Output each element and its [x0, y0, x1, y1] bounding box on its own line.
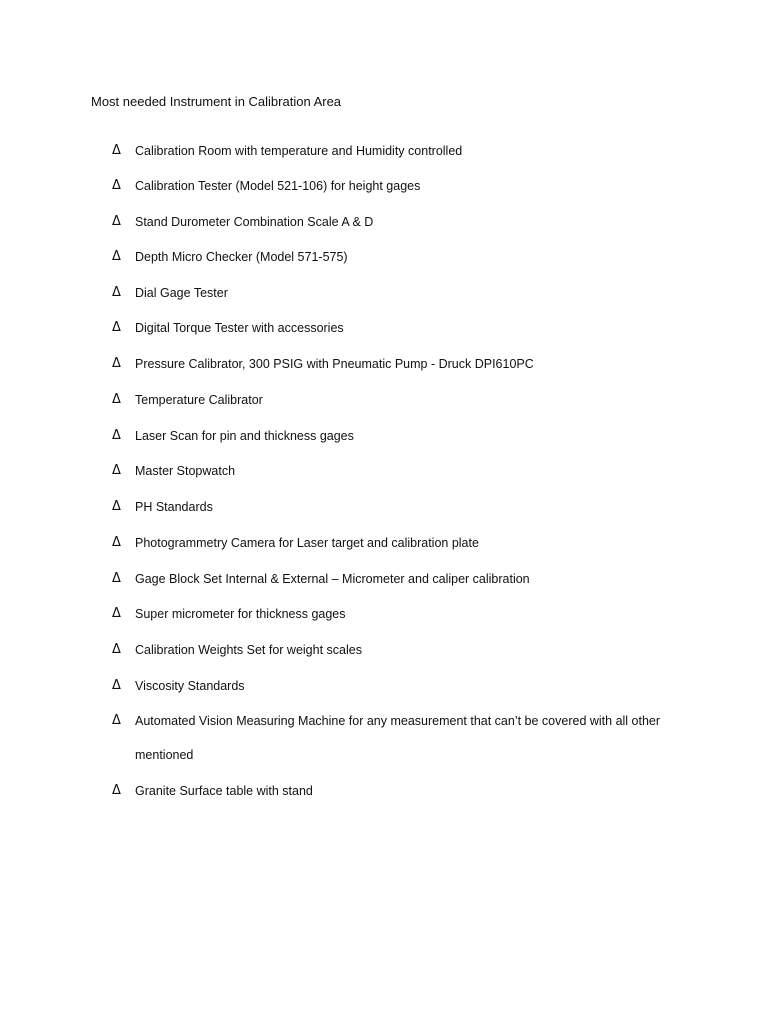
- triangle-bullet-icon: Δ: [112, 713, 121, 728]
- triangle-bullet-icon: Δ: [112, 320, 121, 335]
- list-item-text: Calibration Room with temperature and Humidity controlled: [135, 144, 463, 158]
- document-title: Most needed Instrument in Calibration Area: [91, 94, 342, 109]
- list-item-text: Temperature Calibrator: [135, 393, 263, 407]
- list-item-text: Viscosity Standards: [135, 679, 245, 693]
- list-item-text: Photogrammetry Camera for Laser target and calibration plate: [135, 536, 479, 550]
- list-item-text: Master Stopwatch: [135, 464, 236, 478]
- list-item-text: Pressure Calibrator, 300 PSIG with Pneumatic Pump - Druck DPI610PC: [135, 357, 534, 371]
- list-item-text: Super micrometer for thickness gages: [135, 607, 346, 621]
- list-item-text: Digital Torque Tester with accessories: [135, 321, 344, 335]
- list-item-text: Depth Micro Checker (Model 571-575): [135, 250, 348, 264]
- triangle-bullet-icon: Δ: [112, 178, 121, 193]
- list-item-text: Dial Gage Tester: [135, 286, 228, 300]
- list-item-text: Calibration Weights Set for weight scales: [135, 643, 362, 657]
- triangle-bullet-icon: Δ: [112, 249, 121, 264]
- triangle-bullet-icon: Δ: [112, 428, 121, 443]
- triangle-bullet-icon: Δ: [112, 392, 121, 407]
- triangle-bullet-icon: Δ: [112, 642, 121, 657]
- list-item-text: Stand Durometer Combination Scale A & D: [135, 215, 374, 229]
- triangle-bullet-icon: Δ: [112, 143, 121, 158]
- list-item-text: Granite Surface table with stand: [135, 784, 313, 798]
- triangle-bullet-icon: Δ: [112, 285, 121, 300]
- triangle-bullet-icon: Δ: [112, 356, 121, 371]
- list-item-text: Gage Block Set Internal & External – Micrometer and caliper calibration: [135, 572, 530, 586]
- triangle-bullet-icon: Δ: [112, 214, 121, 229]
- triangle-bullet-icon: Δ: [112, 499, 121, 514]
- list-item-text: PH Standards: [135, 500, 213, 514]
- list-item-text: Automated Vision Measuring Machine for any measurement that can’t be covered with all other mentioned: [135, 714, 661, 762]
- triangle-bullet-icon: Δ: [112, 463, 121, 478]
- list-item-text: Laser Scan for pin and thickness gages: [135, 429, 354, 443]
- triangle-bullet-icon: Δ: [112, 535, 121, 550]
- triangle-bullet-icon: Δ: [112, 571, 121, 586]
- triangle-bullet-icon: Δ: [112, 678, 121, 693]
- list-item-text: Calibration Tester (Model 521-106) for height gages: [135, 179, 421, 193]
- triangle-bullet-icon: Δ: [112, 606, 121, 621]
- triangle-bullet-icon: Δ: [112, 783, 121, 798]
